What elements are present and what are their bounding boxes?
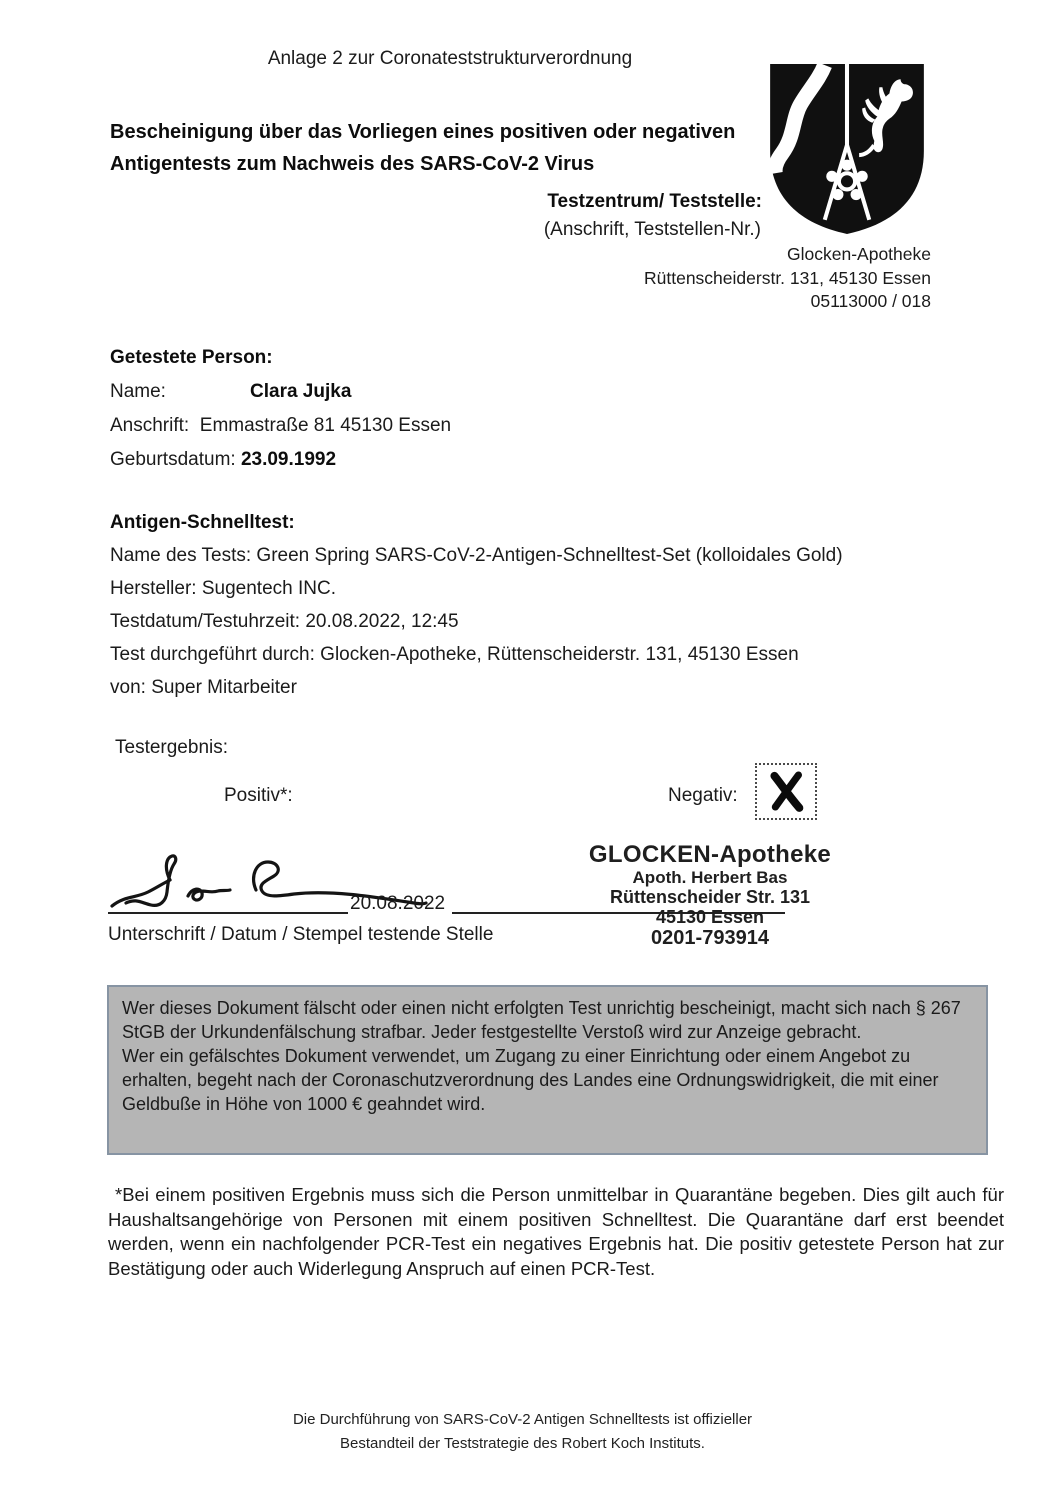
test-center-sublabel: (Anschrift, Teststellen-Nr.) (543, 219, 761, 240)
footer-line2: Bestandteil der Teststrategie des Robert Koch Instituts. (340, 1435, 705, 1452)
footer (0, 1408, 1045, 1456)
result-section-title: Testergebnis: (115, 737, 229, 758)
test-center-address-block (644, 243, 931, 314)
footer-line1: Die Durchführung von SARS-CoV-2 Antigen Schnelltests ist offizieller (292, 1411, 753, 1428)
stamp-city: 45130 Essen (655, 907, 765, 927)
test-center-street: Rüttenscheiderstr. 131, 45130 Essen (644, 267, 931, 288)
legal-warning-box (107, 985, 988, 1155)
signature-date: 20.08.2022 (350, 893, 446, 914)
test-performed-by-person-row: von: Super Mitarbeiter (110, 677, 297, 698)
handwritten-x-mark-icon (762, 767, 810, 815)
person-birthdate-row (110, 449, 336, 471)
legal-warning-paragraph1: Wer dieses Dokument fälscht oder einen nicht erfolgten Test unrichtig bescheinigt, macht sich nach § 267 StGB der Urkundenfälschung strafbar. Jeder festgestellte Verstoß wird zur Anzeige gebracht. (122, 998, 961, 1042)
test-section-title: Antigen-Schnelltest: (110, 512, 295, 533)
signature-line-left (108, 912, 348, 914)
document-title (110, 116, 790, 180)
quarantine-note: *Bei einem positiven Ergebnis muss sich die Person unmittelbar in Quarantäne begeben. Dies gilt auch für Haushaltsangehörige von Personen mit einem positiven Schnelltest. Die Quarantäne darf erst beendet werden, wenn ein nachfolgender PCR-Test ein negatives Ergebnis hat. Die positiv getestete Person hat zur Bestätigung oder auch Widerlegung Anspruch auf einen PCR-Test. (108, 1184, 1004, 1279)
result-positive-label: Positiv*: (224, 785, 293, 806)
test-center-label: Testzentrum/ Teststelle: (547, 191, 762, 212)
result-negative-label: Negativ: (668, 785, 738, 806)
person-section-title: Getestete Person: (110, 347, 273, 368)
pharmacy-stamp (560, 842, 860, 949)
signature-caption: Unterschrift / Datum / Stempel testende Stelle (108, 924, 494, 945)
test-center-name: Glocken-Apotheke (787, 244, 931, 264)
document-title-line2: Antigentests zum Nachweis des SARS-CoV-2 Virus (110, 153, 595, 175)
person-address-value: Emmastraße 81 45130 Essen (199, 415, 452, 436)
nrw-coat-of-arms-icon (766, 60, 928, 238)
stamp-pharmacist: Apoth. Herbert Bas (632, 868, 788, 887)
person-name-value: Clara Jujka (250, 381, 352, 402)
person-birthdate-value: 23.09.1992 (240, 449, 337, 470)
test-datetime-row: Testdatum/Testuhrzeit: 20.08.2022, 12:45 (110, 611, 459, 632)
negative-result-checkbox[interactable] (755, 763, 817, 820)
legal-warning-paragraph2: Wer ein gefälschtes Dokument verwendet, um Zugang zu einer Einrichtung oder einem Angebot zu erhalten, begeht nach der Coronaschutzverordnung des Landes eine Ordnungswidrigkeit, die mit einer Geldbuße in Höhe von 1000 € geahndet wird. (122, 1046, 939, 1114)
person-birthdate-label: Geburtsdatum: (110, 449, 236, 470)
document-title-line1: Bescheinigung über das Vorliegen eines positiven oder negativen (110, 121, 736, 143)
person-name-label: Name: (110, 381, 166, 402)
stamp-phone: 0201-793914 (651, 927, 769, 949)
person-address-label: Anschrift: (110, 415, 190, 436)
person-name-row (110, 381, 710, 403)
annex-title: Anlage 2 zur Coronateststrukturverordnung (267, 48, 633, 69)
test-performed-by-row: Test durchgeführt durch: Glocken-Apotheke, Rüttenscheiderstr. 131, 45130 Essen (110, 644, 799, 665)
person-address-row (110, 415, 451, 437)
test-center-number: 05113000 / 018 (810, 291, 931, 311)
stamp-pharmacy-name: GLOCKEN-Apotheke (588, 841, 832, 868)
test-manufacturer-row: Hersteller: Sugentech INC. (110, 578, 336, 599)
stamp-street: Rüttenscheider Str. 131 (609, 887, 811, 907)
test-name-row: Name des Tests: Green Spring SARS-CoV-2-Antigen-Schnelltest-Set (kolloidales Gold) (110, 545, 843, 566)
